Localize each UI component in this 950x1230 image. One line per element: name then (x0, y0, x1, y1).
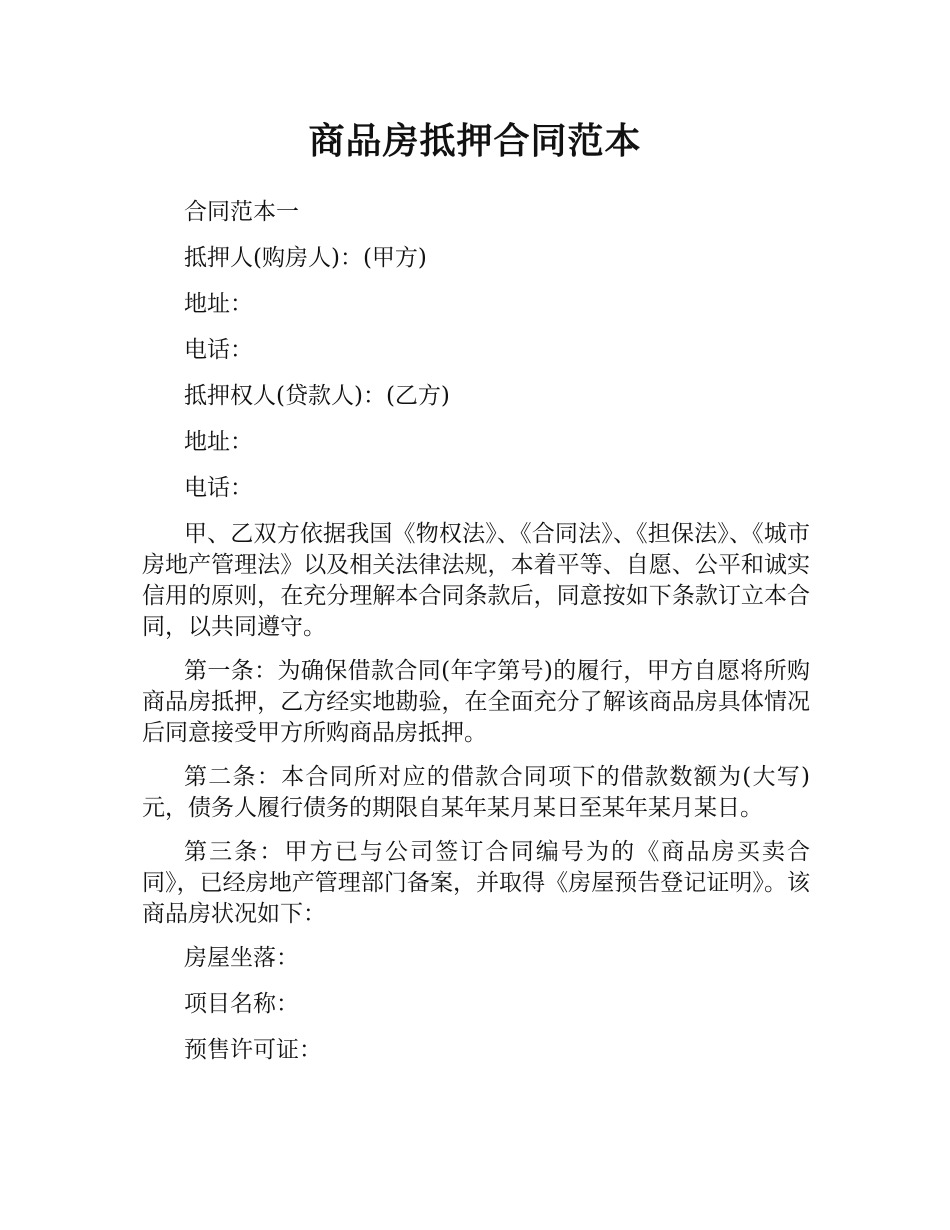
presale-permit-line: 预售许可证： (184, 1037, 322, 1063)
mortgagor-line: 抵押人(购房人)：(甲方) (184, 245, 427, 271)
mortgagor-phone-line: 电话： (184, 337, 253, 363)
property-location-line: 房屋坐落： (184, 945, 299, 971)
document-body (142, 197, 810, 1081)
mortgagor-address-line: 地址： (184, 291, 253, 317)
preamble-paragraph: 甲、乙双方依据我国《物权法》、《合同法》、《担保法》、《城市房地产管理法》以及相关法律法规，本着平等、自愿、公平和诚实信用的原则，在充分理解本合同条款后，同意按如下条款订立本合同，以共同遵守。 (142, 521, 810, 640)
article-1-paragraph: 第一条：为确保借款合同(年字第号)的履行，甲方自愿将所购商品房抵押，乙方经实地勘验，在全面充分了解该商品房具体情况后同意接受甲方所购商品房抵押。 (142, 658, 810, 746)
contract-sample-heading: 合同范本一 (184, 199, 299, 225)
project-name-line: 项目名称： (184, 991, 299, 1017)
mortgagee-phone-line: 电话： (184, 475, 253, 501)
document-title: 商品房抵押合同范本 (308, 121, 642, 162)
article-2-paragraph: 第二条：本合同所对应的借款合同项下的借款数额为(大写)元，债务人履行债务的期限自某年某月某日至某年某月某日。 (142, 764, 810, 821)
mortgagee-address-line: 地址： (184, 429, 253, 455)
article-3-paragraph: 第三条：甲方已与公司签订合同编号为的《商品房买卖合同》，已经房地产管理部门备案，并取得《房屋预告登记证明》。该商品房状况如下： (142, 839, 810, 927)
mortgagee-line: 抵押权人(贷款人)：(乙方) (184, 383, 450, 409)
